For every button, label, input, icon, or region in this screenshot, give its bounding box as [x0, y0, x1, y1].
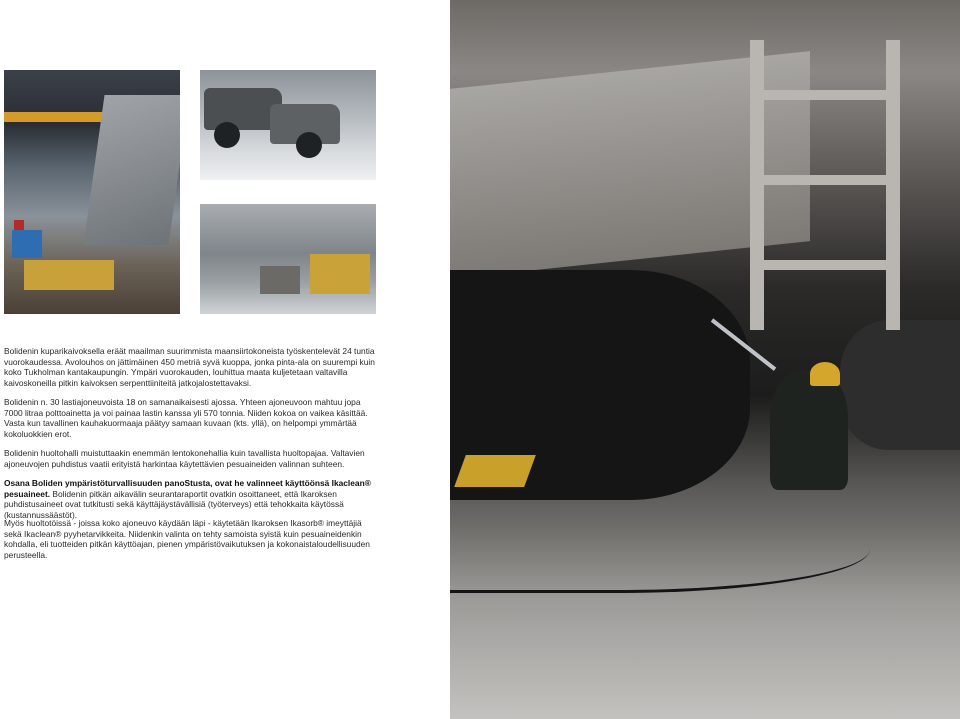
ikaclean-paragraph	[4, 478, 378, 520]
yellow-tank	[24, 260, 114, 290]
paragraph-text: Bolidenin kuparikaivoksella eräät maailman suurimmista maansiirtokoneista työskentelevät 24 tuntia vuorokaudessa. Avolouhos on jättimäinen 450 metriä syvä kuoppa, jonka pinta-ala on suurempi kuin koko Tukholman kantakaupungin. Ympäri vuorokauden, louhittua maata kuljetetaan valtavilla kaivoskoneilla pitkin kaivoksen serpenttiiniteitä jatkojalostettavaksi.	[4, 346, 375, 388]
dump-truck	[260, 266, 300, 294]
ladder-rung	[764, 175, 886, 185]
ladder-rung	[764, 90, 886, 100]
quarry-excavation-photo	[200, 204, 376, 314]
truck-washing-photo	[450, 0, 960, 719]
worker-helmet	[810, 362, 840, 386]
worker	[770, 370, 848, 490]
truck-wheel	[214, 122, 240, 148]
ikasorb-paragraph	[4, 518, 378, 560]
paragraph-rest: Bolidenin pitkän aikavälin seurantaraportit ovatkin osoittaneet, että Ikaroksen puhdistusaineet ovat tutkitusti sekä käyttäjäystävällisiä (työterveys) että tehokkaita käytössä (kustannussäästöt).	[4, 488, 344, 520]
ladder-rung	[764, 260, 886, 270]
excavator	[310, 254, 370, 294]
quarry-trucks-photo	[200, 70, 376, 180]
yellow-chock	[454, 455, 536, 487]
truck-wheel	[296, 132, 322, 158]
bold-lead: Osana Boliden ympäristöturvallisuuden panoStusta, ovat he valinneet käyttöönsä Ikaclean® pesuaineet.	[4, 478, 371, 499]
blue-container	[12, 230, 42, 258]
truck-ladder	[750, 40, 900, 330]
mining-hall-photo	[4, 70, 180, 314]
paragraph-text: Bolidenin huoltohalli muistuttaakin enemmän lentokonehallia kuin tavallista huoltopajaa. Valtavien ajoneuvojen puhdistus vaatii erityistä harkintaa käytettävien pesuaineiden valinnan suhteen.	[4, 448, 365, 469]
intro-paragraph	[4, 346, 378, 388]
service-hall-paragraph	[4, 448, 378, 469]
paragraph-text: Bolidenin n. 30 lastiajoneuvoista 18 on samanaikaisesti ajossa. Yhteen ajoneuvoon mahtuu jopa 7000 litraa polttoainetta ja voi painaa lastin kanssa yli 570 tonnia. Niiden kokoa on vaikea käsittää. Vasta kun tavallinen kauhakuormaaja päätyy samaan kuvaan (kts. yllä), on helpompi ymmärtää kokoluokkien erot.	[4, 397, 368, 439]
paragraph-text: Myös huoltotöissä - joissa koko ajoneuvo käydään läpi - käytetään Ikaroksen Ikasorb® imeyttäjiä sekä Ikaclean® pyyhetarvikkeita. Niidenkin valinta on tehty samoista syistä kuin pesuaineidenkin kohdalla, eli tuotteiden pitkän käyttöajan, pienen ympäristövaikutuksen ja kokonaistaloudellisuuden perusteella.	[4, 518, 370, 560]
paragraph-text	[4, 478, 378, 520]
vehicles-paragraph	[4, 397, 378, 439]
truck-tire	[840, 320, 960, 450]
